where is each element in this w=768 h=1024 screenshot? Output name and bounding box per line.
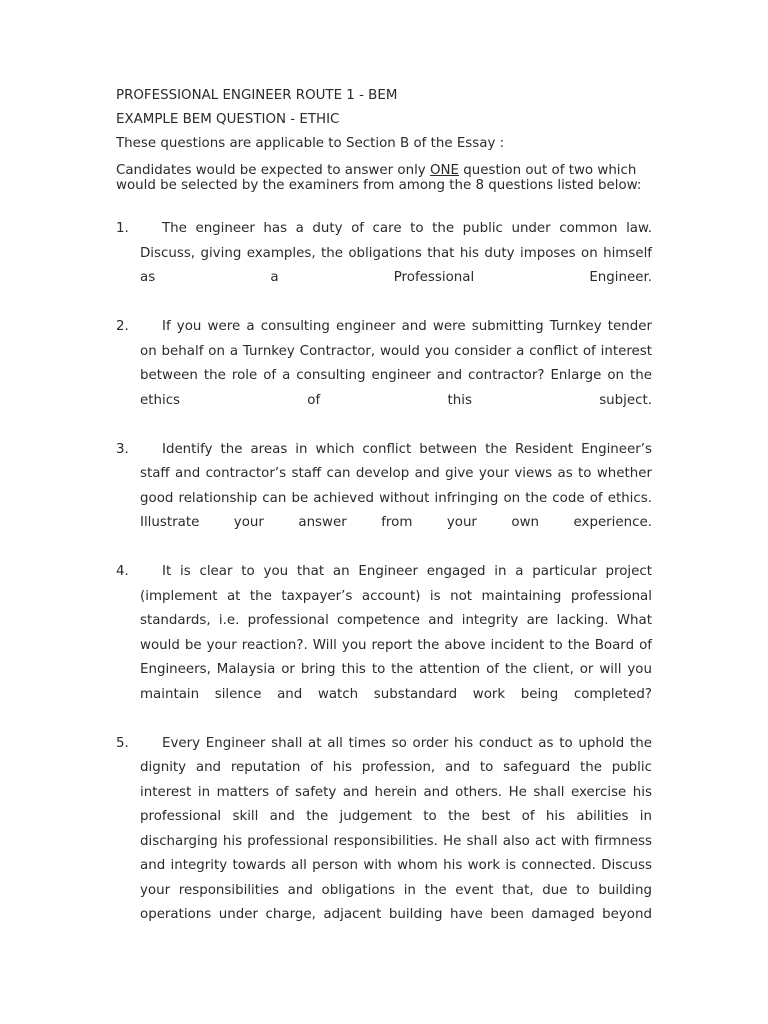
document-page	[116, 84, 652, 952]
document-subtitle: EXAMPLE BEM QUESTION - ETHIC	[116, 112, 340, 127]
question-item-2	[116, 315, 652, 413]
question-text: Every Engineer shall at all times so order his conduct as to uphold the dignity and reputation of his profession, and to safeguard the public interest in matters of safety and herein and others. He shall exercise his professional skill and the judgement to the best of his abilities in discharging his professional responsibilities. He shall also act with firmness and integrity towards all person with whom his work is connected. Discuss your responsibilities and obligations in the event that, due to building operations under charge, adjacent building have been damaged beyond	[140, 735, 652, 922]
question-item-4	[116, 560, 652, 707]
question-number: 2.	[116, 319, 129, 334]
document-title: PROFESSIONAL ENGINEER ROUTE 1 - BEM	[116, 88, 398, 103]
section-note: These questions are applicable to Section B of the Essay :	[116, 136, 505, 151]
question-item-3	[116, 438, 652, 536]
instructions-emphasis: ONE	[429, 163, 459, 178]
question-number: 5.	[116, 735, 129, 751]
instructions-paragraph	[116, 163, 652, 193]
question-text: If you were a consulting engineer and were submitting Turnkey tender on behalf on a Turnkey Contractor, would you consider a conflict of interest between the role of a consulting engineer and contractor? Enlarge on the ethics of this subject.	[140, 319, 652, 408]
question-number: 4.	[116, 564, 129, 579]
question-item-5	[116, 732, 652, 928]
question-number: 3.	[116, 441, 129, 457]
question-text: It is clear to you that an Engineer engaged in a particular project (implement at the taxpayer’s account) is not maintaining professional standards, i.e. professional competence and integrity are lacking. What would be your reaction?. Will you report the above incident to the Board of Engineers, Malaysia or bring this to the attention of the client, or will you maintain silence and watch substandard work being completed?	[140, 564, 652, 702]
question-text: The engineer has a duty of care to the public under common law. Discuss, giving examples, the obligations that his duty imposes on himself as a Professional Engineer.	[140, 221, 652, 285]
instructions-text-before: Candidates would be expected to answer only	[116, 163, 430, 178]
question-item-1	[116, 217, 652, 291]
question-number: 1.	[116, 221, 129, 236]
question-text: Identify the areas in which conflict between the Resident Engineer’s staff and contractor’s staff can develop and give your views as to whether good relationship can be achieved without infringing on the code of ethics. Illustrate your answer from your own experience.	[140, 441, 652, 530]
question-list	[116, 217, 652, 928]
instructions-text-after: question out of two which would be selected by the examiners from among the 8 questions listed below:	[116, 163, 642, 193]
